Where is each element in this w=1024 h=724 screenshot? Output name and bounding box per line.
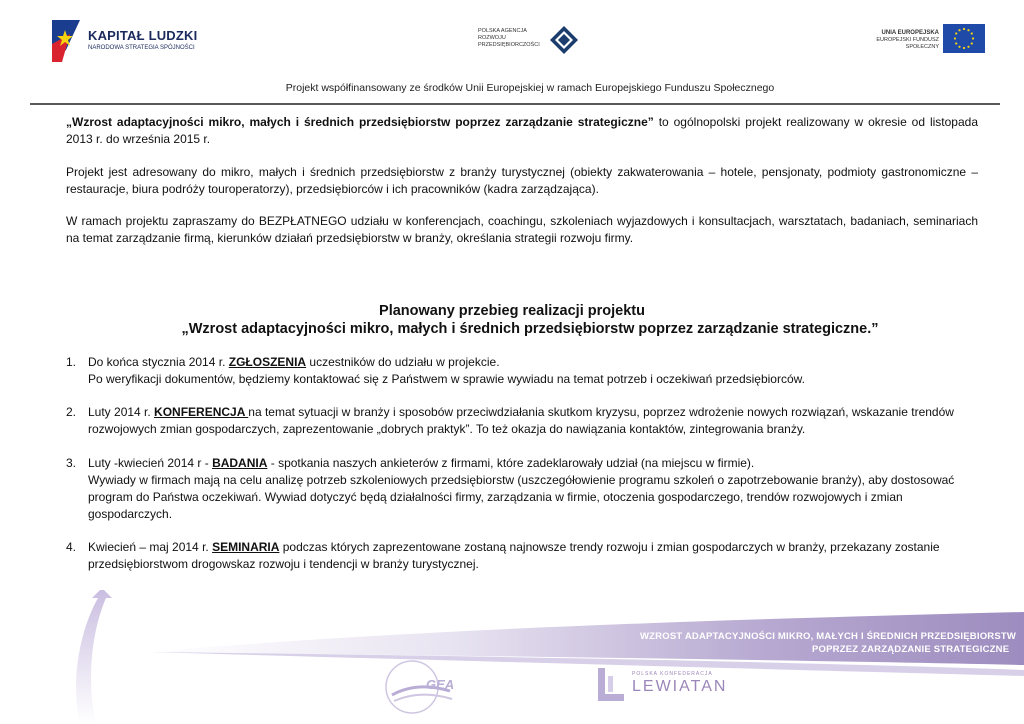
parp-text: POLSKA AGENCJA ROZWOJU PRZEDSIĘBIORCZOŚCI bbox=[478, 28, 540, 48]
footer-band-line-1: WZROST ADAPTACYJNOŚCI MIKRO, MAŁYCH I ŚREDNICH PRZEDSIĘBIORSTW bbox=[640, 631, 1017, 642]
lewiatan-title: LEWIATAN bbox=[632, 678, 728, 695]
item-keyword: SEMINARIA bbox=[212, 540, 280, 554]
eu-flag-icon bbox=[943, 24, 985, 53]
project-period: to ogólnopolski projekt realizowany w okresie od listopada 2013 r. do września 2015 r. bbox=[66, 115, 978, 146]
eu-title: UNIA EUROPEJSKA bbox=[881, 30, 939, 36]
intro-paragraph-2: Projekt jest adresowany do mikro, małych i średnich przedsiębiorstw z branży turystycznej (obiekty zakwaterowania – hotele, pensjonaty, podmioty gastronomiczne – restauracje, biura podróży touroperatorzy), przedsiębiorców i ich pracowników (kadra zarządzająca). bbox=[66, 165, 978, 196]
plan-subtitle: „Wzrost adaptacyjności mikro, małych i średnich przedsiębiorstw poprzez zarządzanie strategiczne.” bbox=[181, 321, 879, 337]
cofinancing-note: Projekt współfinansowany ze środków Unii Europejskiej w ramach Europejskiego Funduszu Społecznego bbox=[285, 82, 775, 94]
item-number: 4. bbox=[66, 540, 77, 554]
gea-text: GEA bbox=[426, 677, 455, 692]
plan-title: Planowany przebieg realizacji projektu bbox=[379, 303, 645, 319]
item-continuation: Po weryfikacji dokumentów, będziemy kontaktować się z Państwem w sprawie wywiadu na temat potrzeb i oczekiwań przedsiębiorców. bbox=[88, 372, 805, 386]
parp-logo bbox=[478, 24, 588, 56]
eu-subtitle: EUROPEJSKI FUNDUSZ SPOŁECZNY bbox=[876, 37, 939, 50]
item-number: 1. bbox=[66, 355, 77, 369]
footer-band-line-2: POPRZEZ ZARZĄDZANIE STRATEGICZNE bbox=[812, 644, 1010, 655]
project-name: „Wzrost adaptacyjności mikro, małych i średnich przedsiębiorstw poprzez zarządzanie strategiczne” bbox=[66, 115, 654, 129]
item-keyword: ZGŁOSZENIA bbox=[228, 355, 307, 369]
item-keyword: KONFERENCJA bbox=[154, 405, 249, 419]
kapital-ludzki-flag-icon bbox=[52, 20, 80, 62]
gea-institute-logo bbox=[380, 655, 460, 715]
intro-paragraph-3: W ramach projektu zapraszamy do BEZPŁATNEGO udziału w konferencjach, coachingu, szkoleniach wyjazdowych i konsultacjach, warsztatach, badaniach, seminariach na temat zarządzanie firmą, kierunków działań przedsiębiorstw w branży, określania strategii rozwoju firmy. bbox=[66, 214, 978, 245]
item-keyword: BADANIA bbox=[212, 456, 268, 470]
lewiatan-logo bbox=[596, 668, 726, 708]
kapital-ludzki-subtitle: NARODOWA STRATEGIA SPÓJNOŚCI bbox=[88, 45, 195, 51]
kapital-ludzki-logo bbox=[52, 20, 202, 64]
plan-item-4: 4. Kwiecień – maj 2014 r. SEMINARIA podczas których zaprezentowane zostaną najnowsze trendy rozwoju i zmian gospodarczych w branży, przekazany zostanie przedsiębiorstwom drogowskaz rozwoju i tendencji w branży turystycznej. bbox=[66, 539, 986, 573]
plan-item-2: 2. Luty 2014 r. KONFERENCJA na temat sytuacji w branży i sposobów przeciwdziałania skutkom kryzysu, poprzez wdrożenie nowych rozwiązań, wskazanie trendów rozwojowych zmian gospodarczych, zaprezentowanie „dobrych praktyk”. To też okazja do nawiązania kontaktów, zintegrowania branży. bbox=[66, 404, 986, 438]
item-number: 2. bbox=[66, 405, 77, 419]
item-continuation: rozwojowych zmian gospodarczych, zaprezentowanie „dobrych praktyk”. To też okazja do nawiązania kontaktów, zintegrowania branży. bbox=[88, 422, 806, 436]
eu-logo bbox=[865, 24, 987, 56]
header-divider bbox=[30, 103, 1000, 105]
arrow-up-icon bbox=[76, 590, 112, 724]
plan-item-1: 1. Do końca stycznia 2014 r. ZGŁOSZENIA uczestników do udziału w projekcie. Po weryfikacji dokumentów, będziemy kontaktować się z Państwem w sprawie wywiadu na temat potrzeb i oczekiwań przedsiębiorców. bbox=[66, 354, 986, 388]
intro-paragraph-1 bbox=[66, 114, 978, 148]
item-continuation: przedsiębiorstwom drogowskaz rozwoju i tendencji w branży turystycznej. bbox=[88, 557, 479, 571]
parp-arrows-icon bbox=[550, 26, 578, 54]
lewiatan-subtitle: POLSKA KONFEDERACJA bbox=[632, 671, 713, 677]
footer-decoration bbox=[0, 590, 1024, 724]
item-continuation: Wywiady w firmach mają na celu analizę potrzeb szkoleniowych przedsiębiorstw (uszczegółowienie programu szkoleń o zapotrzebowanie branży), aby dostosować program do Państwa oczekiwań. Wywiad dotyczyć będą działalności firmy, zarządzania w firmie, otoczenia gospodarczego, trendów rozwojowych i zmian gospodarczych. bbox=[88, 473, 955, 521]
item-number: 3. bbox=[66, 456, 77, 470]
kapital-ludzki-title: KAPITAŁ LUDZKI bbox=[88, 28, 198, 43]
plan-item-3: 3. Luty -kwiecień 2014 r - BADANIA - spotkania naszych ankieterów z firmami, które zadeklarowały udział (na miejscu w firmie). Wywiady w firmach mają na celu analizę potrzeb szkoleniowych przedsiębiorstw (uszczegółowienie programu szkoleń o zapotrzebowanie branży), aby dostosować program do Państwa oczekiwań. Wywiad dotyczyć będą działalności firmy, zarządzania w firmie, otoczenia gospodarczego, trendów rozwojowych i zmian gospodarczych. bbox=[66, 455, 986, 523]
lewiatan-mark-icon bbox=[596, 668, 626, 704]
